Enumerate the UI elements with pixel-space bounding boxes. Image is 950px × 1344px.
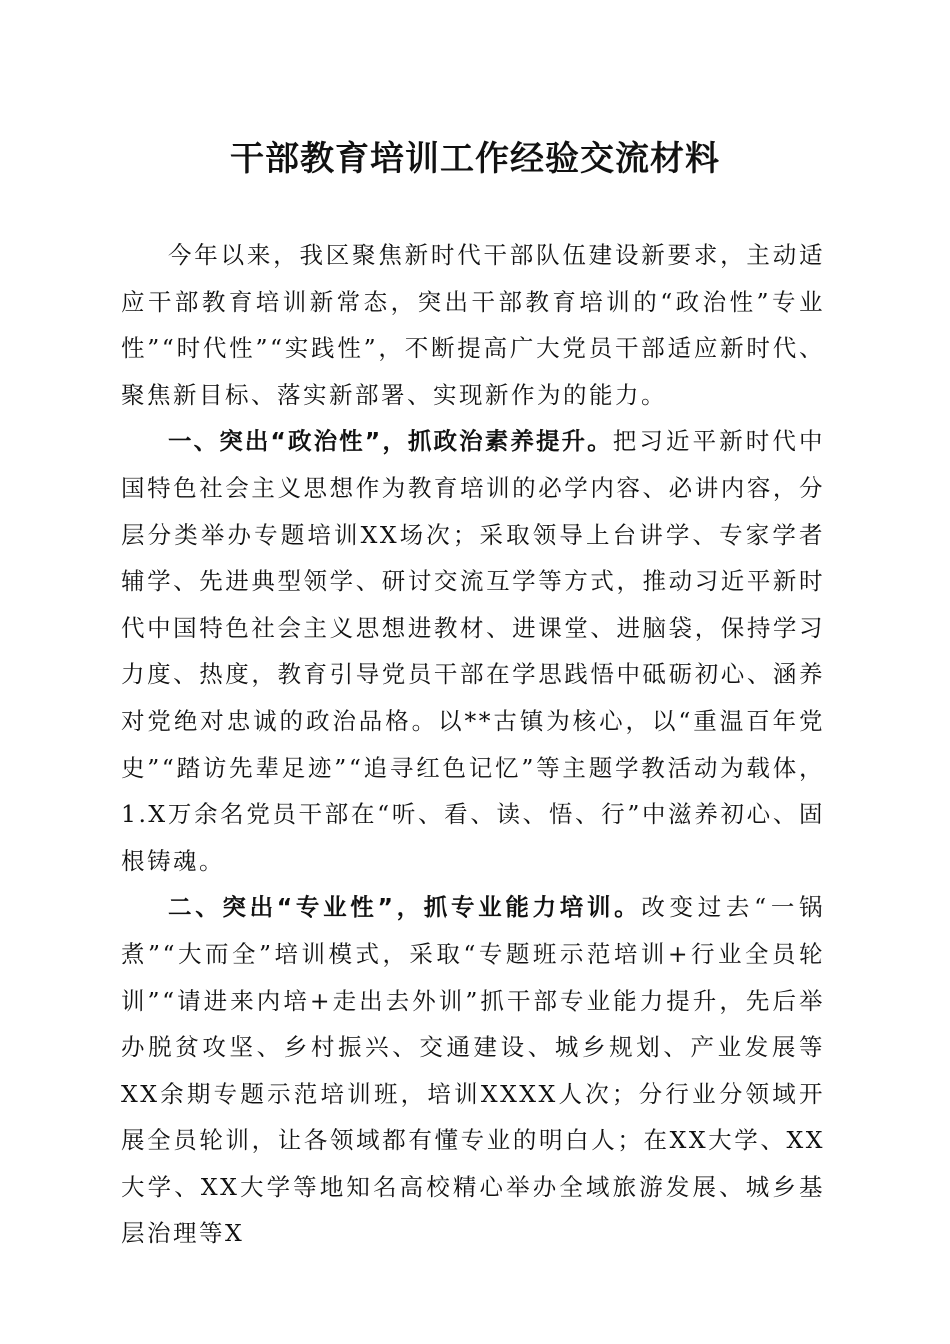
document-body — [121, 232, 825, 1257]
document-title: 干部教育培训工作经验交流材料 — [230, 139, 720, 179]
section-paragraph-1 — [121, 418, 825, 884]
section-heading-1: 一、突出“政治性”，抓政治素养提升。 — [168, 427, 613, 456]
section-text-2: 改变过去“一锅煮”“大而全”培训模式，采取“专题班示范培训+行业全员轮训”“请进来内培+走出去外训”抓干部专业能力提升，先后举办脱贫攻坚、乡村振兴、交通建设、城乡规划、产业发展等XX余期专题示范培训班，培训XXXX人次；分行业分领域开展全员轮训，让各领域都有懂专业的明白人；在XX大学、XX大学、XX大学等地知名高校精心举办全域旅游发展、城乡基层治理等X — [121, 893, 826, 1248]
section-heading-2: 二、突出“专业性”，抓专业能力培训。 — [168, 893, 642, 922]
section-text-1: 把习近平新时代中国特色社会主义思想作为教育培训的必学内容、必讲内容，分层分类举办专题培训XX场次；采取领导上台讲学、专家学者辅学、先进典型领学、研讨交流互学等方式，推动习近平新时代中国特色社会主义思想进教材、进课堂、进脑袋，保持学习力度、热度，教育引导党员干部在学思践悟中砥砺初心、涵养对党绝对忠诚的政治品格。以**古镇为核心，以“重温百年党史”“踏访先辈足迹”“追寻红色记忆”等主题学教活动为载体，1.X万余名党员干部在“听、看、读、悟、行”中滋养初心、固根铸魂。 — [121, 427, 826, 875]
intro-paragraph: 今年以来，我区聚焦新时代干部队伍建设新要求，主动适应干部教育培训新常态，突出干部教育培训的“政治性”专业性”“时代性”“实践性”，不断提高广大党员干部适应新时代、聚焦新目标、落实新部署、实现新作为的能力。 — [121, 241, 825, 409]
section-paragraph-2 — [121, 884, 825, 1257]
